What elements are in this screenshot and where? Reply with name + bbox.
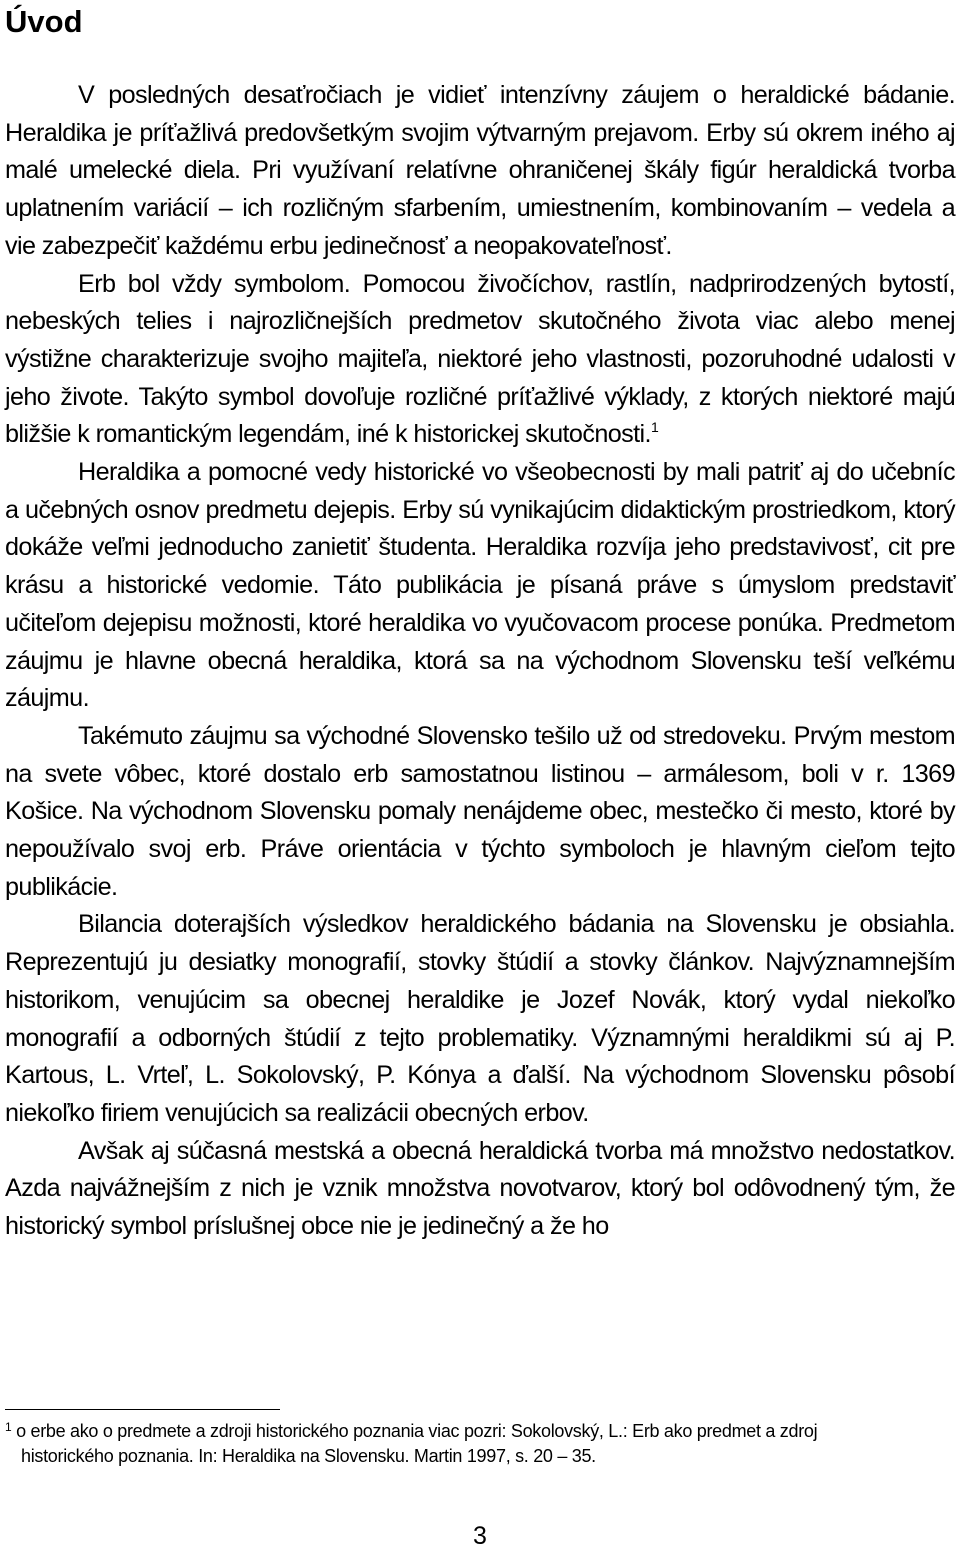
paragraph	[5, 266, 955, 455]
footnote-reference[interactable]: 1	[650, 419, 659, 436]
footnote	[5, 1419, 955, 1469]
page-number: 3	[473, 1522, 487, 1550]
footnote-marker: 1	[5, 1420, 12, 1434]
page-heading: Úvod	[5, 4, 83, 39]
paragraph: V posledných desaťročiach je vidieť intenzívny záujem o heraldické bádanie. Heraldika je príťažlivá predovšetkým svojim výtvarným prejavom. Erby sú okrem iného aj malé umelecké diela. Pri využívaní relatívne ohraničenej škály figúr heraldická tvorba uplatnením variácií – ich rozličným sfarbením, umiestnením, kombinovaním – vedela a vie zabezpečiť každému erbu jedinečnosť a neopakovateľnosť.	[5, 81, 955, 260]
footnote-line	[5, 1421, 817, 1441]
footnote-text-line-2: historického poznania. In: Heraldika na Slovensku. Martin 1997, s. 20 – 35.	[21, 1446, 596, 1466]
body-text	[5, 77, 955, 1246]
paragraph: Takémuto záujmu sa východné Slovensko tešilo už od stredoveku. Prvým mestom na svete vôbec, ktoré dostalo erb samostatnou listinou – armálesom, boli v r. 1369 Košice. Na východnom Slovensku pomaly nenájdeme obec, mestečko či mesto, ktoré by nepoužívalo svoj erb. Práve orientácia v týchto symboloch je hlavným cieľom tejto publikácie.	[5, 721, 955, 901]
footnote-separator	[5, 1409, 280, 1410]
paragraph: Heraldika a pomocné vedy historické vo všeobecnosti by mali patriť aj do učebníc a učebných osnov predmetu dejepis. Erby sú vynikajúcim didaktickým prostriedkom, ktorý dokáže veľmi jednoducho zanietiť študenta. Heraldika rozvíja jeho predstavivosť, cit pre krásu a historické vedomie. Táto publikácia je písaná práve s úmyslom predstaviť učiteľom dejepisu možnosti, ktoré heraldika vo vyučovacom procese ponúka. Predmetom záujmu je hlavne obecná heraldika, ktorá sa na východnom Slovensku teší veľkému záujmu.	[5, 458, 955, 713]
paragraph: Bilancia doterajších výsledkov heraldického bádania na Slovensku je obsiahla. Reprezentujú ju desiatky monografií, stovky štúdií a stovky článkov. Najvýznamnejším historikom, venujúcim sa obecnej heraldike je Jozef Novák, ktorý vydal niekoľko monografií a odborných štúdií z tejto problematiky. Významnými heraldikmi sú aj P. Kartous, L. Vrteľ, L. Sokolovský, P. Kónya a ďalší. Na východnom Slovensku pôsobí niekoľko firiem venujúcich sa realizácii obecných erbov.	[5, 910, 955, 1127]
paragraph: Avšak aj súčasná mestská a obecná heraldická tvorba má množstvo nedostatkov. Azda najvážnejším z nich je vznik množstva novotvarov, ktorý bol odôvodnený tým, že historický symbol príslušnej obce nie je jedinečný a že ho	[5, 1136, 955, 1241]
paragraph-text: Erb bol vždy symbolom. Pomocou živočíchov, rastlín, nadprirodzených bytostí, nebeských telies i najrozličnejších predmetov skutočného života viac alebo menej výstižne charakterizuje svojho majiteľa, niektoré jeho vlastnosti, pozoruhodné udalosti v jeho živote. Takýto symbol dovoľuje rozličné príťažlivé výklady, z ktorých niektoré majú bližšie k romantickým legendám, iné k historickej skutočnosti.	[5, 269, 955, 449]
footnote-text-line-1: o erbe ako o predmete a zdroji historického poznania viac pozri: Sokolovský, L.: Erb ako predmet a zdroj	[16, 1421, 818, 1441]
